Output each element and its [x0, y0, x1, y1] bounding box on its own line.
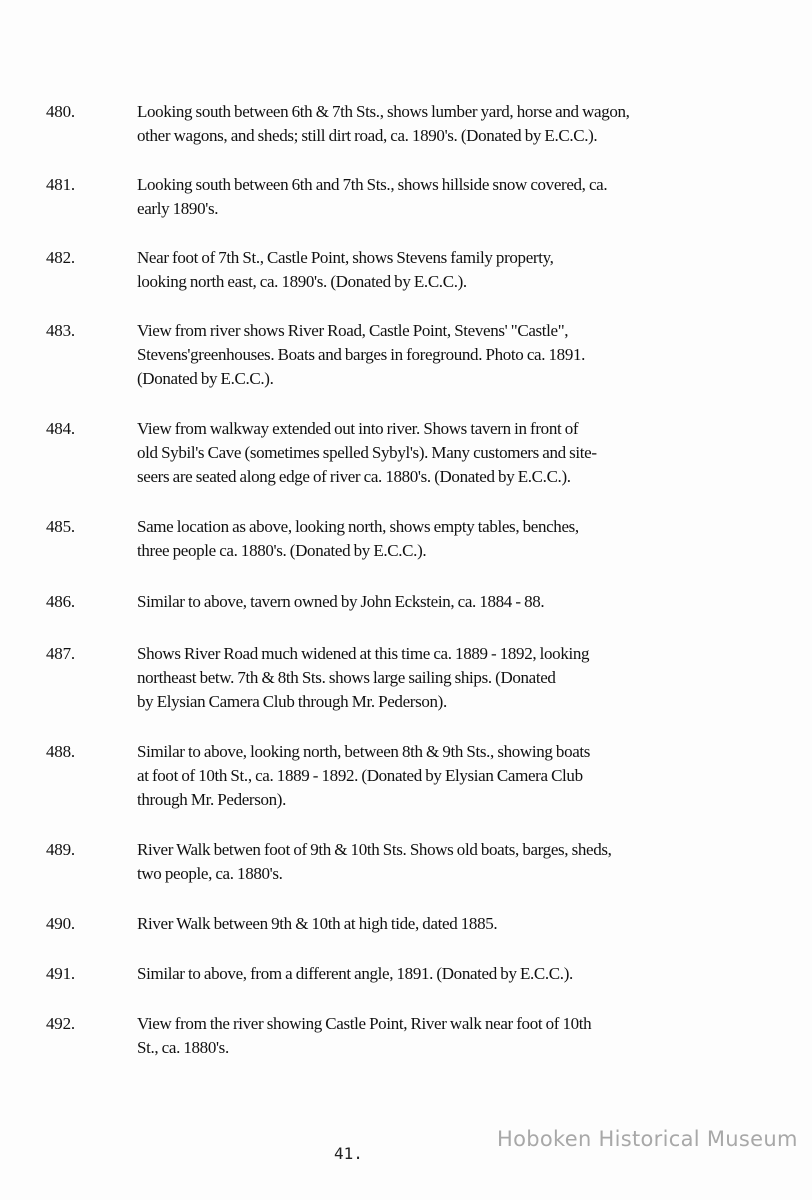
entry-description-line: northeast betw. 7th & 8th Sts. shows large sailing ships. (Donated	[137, 668, 556, 687]
entry-number: 484.	[46, 419, 75, 438]
entry-description	[137, 912, 677, 936]
entry-number: 485.	[46, 517, 75, 536]
entry-description-line: early 1890's.	[137, 199, 219, 218]
entry-description-line: River Walk between 9th & 10th at high tide, dated 1885.	[137, 914, 498, 933]
entry-description-line: Looking south between 6th and 7th Sts., shows hillside snow covered, ca.	[137, 175, 608, 194]
entry-description	[137, 962, 677, 986]
entry-description	[137, 173, 677, 221]
entry-description-line: through Mr. Pederson).	[137, 790, 287, 809]
page-number: 41.	[334, 1144, 363, 1163]
entry-description-line: River Walk betwen foot of 9th & 10th Sts. Shows old boats, barges, sheds,	[137, 840, 612, 859]
entry-description-line: old Sybil's Cave (sometimes spelled Sybyl's). Many customers and site-	[137, 443, 597, 462]
museum-watermark: Hoboken Historical Museum	[497, 1127, 798, 1151]
entry-description-line: St., ca. 1880's.	[137, 1038, 229, 1057]
entry-description-line: by Elysian Camera Club through Mr. Pederson).	[137, 692, 447, 711]
entry-description-line: at foot of 10th St., ca. 1889 - 1892. (Donated by Elysian Camera Club	[137, 766, 583, 785]
entry-description-line: Near foot of 7th St., Castle Point, shows Stevens family property,	[137, 248, 554, 267]
entry-number: 489.	[46, 840, 75, 859]
entry-description-line: Similar to above, tavern owned by John Eckstein, ca. 1884 - 88.	[137, 592, 545, 611]
entry-number: 481.	[46, 175, 75, 194]
entry-description	[137, 100, 677, 148]
entry-description-line: Shows River Road much widened at this time ca. 1889 - 1892, looking	[137, 644, 590, 663]
entry-description	[137, 740, 677, 812]
entry-number: 490.	[46, 914, 75, 933]
entry-description	[137, 417, 677, 489]
entry-description-line: Similar to above, looking north, between 8th & 9th Sts., showing boats	[137, 742, 591, 761]
entry-description-line: Looking south between 6th & 7th Sts., shows lumber yard, horse and wagon,	[137, 102, 630, 121]
entry-description	[137, 838, 677, 886]
entry-number: 482.	[46, 248, 75, 267]
entry-description-line: other wagons, and sheds; still dirt road, ca. 1890's. (Donated by E.C.C.).	[137, 126, 598, 145]
entry-number: 487.	[46, 644, 75, 663]
entry-description-line: Similar to above, from a different angle, 1891. (Donated by E.C.C.).	[137, 964, 573, 983]
entry-description	[137, 246, 677, 294]
entry-number: 491.	[46, 964, 75, 983]
entry-number: 492.	[46, 1014, 75, 1033]
entry-description-line: Same location as above, looking north, shows empty tables, benches,	[137, 517, 579, 536]
entry-number: 486.	[46, 592, 75, 611]
entry-description	[137, 1012, 677, 1060]
entry-description-line: View from river shows River Road, Castle Point, Stevens' "Castle",	[137, 321, 569, 340]
entry-description-line: looking north east, ca. 1890's. (Donated by E.C.C.).	[137, 272, 467, 291]
entry-description-line: two people, ca. 1880's.	[137, 864, 283, 883]
entry-description	[137, 319, 677, 391]
entry-description-line: three people ca. 1880's. (Donated by E.C.C.).	[137, 541, 427, 560]
entry-number: 488.	[46, 742, 75, 761]
entry-number: 483.	[46, 321, 75, 340]
entry-description-line: (Donated by E.C.C.).	[137, 369, 274, 388]
entry-description	[137, 642, 677, 714]
entry-description-line: View from the river showing Castle Point, River walk near foot of 10th	[137, 1014, 592, 1033]
entry-description	[137, 515, 677, 563]
entry-number: 480.	[46, 102, 75, 121]
entry-description-line: Stevens'greenhouses. Boats and barges in foreground. Photo ca. 1891.	[137, 345, 586, 364]
entry-description-line: View from walkway extended out into river. Shows tavern in front of	[137, 419, 579, 438]
entry-description	[137, 590, 677, 614]
entry-description-line: seers are seated along edge of river ca. 1880's. (Donated by E.C.C.).	[137, 467, 571, 486]
